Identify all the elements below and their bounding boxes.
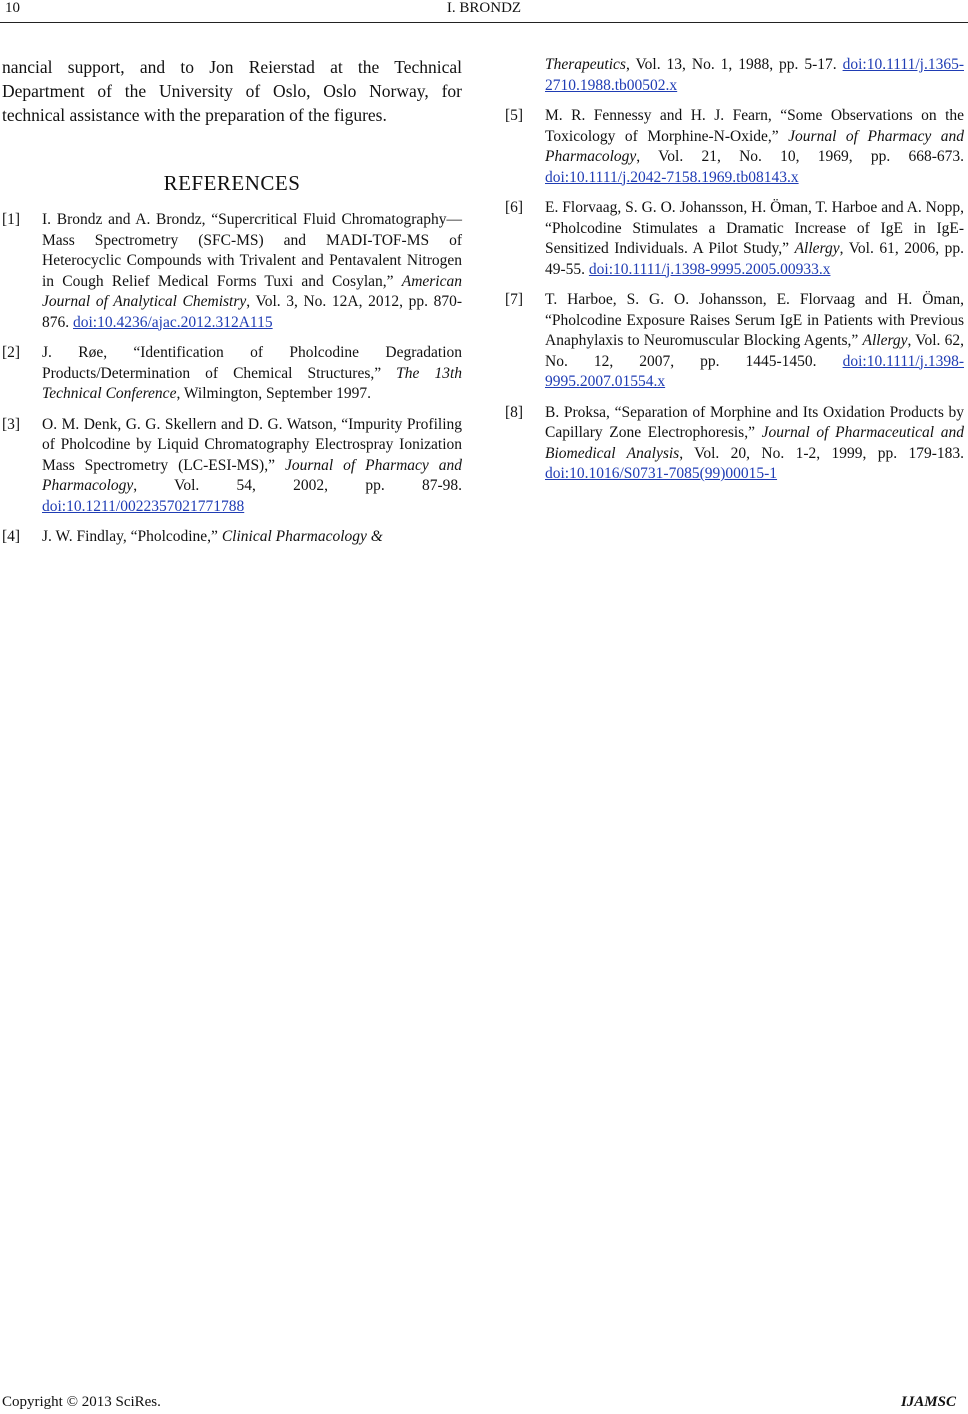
reference-journal: Journal of Pharmacy and Pharmacology (545, 127, 964, 165)
reference-item (2, 527, 462, 548)
reference-journal: Clinical Pharmacology & (221, 528, 383, 545)
doi-link[interactable]: doi:10.4236/ajac.2012.312A115 (73, 313, 273, 331)
reference-item (505, 290, 964, 393)
reference-authors-title: E. Florvaag, S. G. O. Johansson, H. Öman, T. Harboe and A. Nopp, “Pholcodine Stimulates a Dramatic Increase of IgE in IgE-Sensitized Individuals. A Pilot Study,” (545, 199, 964, 257)
reference-details: , Vol. 13, No. 1, 1988, pp. 5-17. (625, 56, 843, 73)
reference-item (2, 343, 462, 405)
reference-text (545, 290, 964, 393)
reference-details: , Vol. 3, No. 12A, 2012, pp. 870-876. (42, 293, 462, 331)
reference-authors-title: M. R. Fennessy and H. J. Fearn, “Some Observations on the Toxicology of Morphine-N-Oxide,” (545, 107, 964, 145)
reference-text (545, 198, 964, 280)
page-number: 10 (5, 0, 20, 16)
right-column (505, 55, 964, 495)
reference-label: [8] (505, 403, 524, 421)
acknowledgement-paragraph: nancial support, and to Jon Reierstad at the Technical Department of the University of Oslo, Oslo Norway, for technical assistance with the preparation of the figures. (2, 57, 462, 125)
reference-label: [4] (2, 528, 21, 545)
doi-link[interactable]: doi:10.1111/j.1398-9995.2005.00933.x (588, 260, 831, 278)
running-head: I. BRONDZ (446, 0, 522, 16)
reference-authors-title: J. W. Findlay, “Pholcodine,” (42, 528, 222, 545)
reference-details: , Vol. 61, 2006, pp. 49-55. (545, 240, 964, 278)
doi-link[interactable]: doi:10.1111/j.1365-2710.1988.tb00502.x (545, 56, 964, 94)
reference-text (42, 210, 462, 333)
reference-journal: Journal of Pharmacy and Pharmacology (42, 456, 463, 494)
journal-abbreviation: IJAMSC (900, 1394, 956, 1410)
reference-authors-title: J. Røe, “Identification of Pholcodine Degradation Products/Determination of Chemical Structures,” (42, 344, 462, 382)
reference-journal: American Journal of Analytical Chemistry (42, 272, 462, 310)
reference-text (42, 415, 462, 518)
doi-link[interactable]: doi:10.1111/j.1398-9995.2007.01554.x (545, 352, 964, 390)
reference-item (2, 210, 462, 333)
reference-item (505, 106, 964, 188)
reference-text (42, 527, 462, 548)
reference-label: [1] (2, 211, 21, 228)
reference-details: , Vol. 21, No. 10, 1969, pp. 668-673. (636, 148, 964, 165)
reference-authors-title: B. Proksa, “Separation of Morphine and Its Oxidation Products by Capillary Zone Electrophoresis,” (545, 403, 964, 441)
reference-details: , Vol. 20, No. 1-2, 1999, pp. 179-183. (679, 444, 964, 462)
reference-item (505, 198, 964, 280)
reference-text (42, 343, 462, 405)
references-heading: REFERENCES (163, 171, 301, 195)
reference-text (545, 106, 964, 188)
reference-label: [3] (2, 415, 21, 433)
reference-label: [5] (505, 107, 524, 124)
reference-label: [2] (2, 344, 21, 361)
reference-journal: Allergy (794, 240, 840, 257)
references-list-left (2, 210, 462, 548)
doi-link[interactable]: doi:10.1016/S0731-7085(99)00015-1 (545, 465, 778, 482)
reference-details: , Wilmington, September 1997. (176, 385, 371, 402)
copyright-notice: Copyright © 2013 SciRes. (2, 1394, 161, 1410)
reference-authors-title: O. M. Denk, G. G. Skellern and D. G. Watson, “Impurity Profiling of Pholcodine by Liquid Chromatography Electrospray Ionization Mass Spectrometry (LC-ESI-MS),” (42, 415, 462, 474)
doi-link[interactable]: doi:10.1111/j.2042-7158.1969.tb08143.x (545, 168, 799, 186)
header-rule (0, 22, 968, 23)
reference-text (545, 403, 964, 485)
reference-label: [6] (505, 199, 524, 216)
reference-authors-title: I. Brondz and A. Brondz, “Supercritical Fluid Chromatography—Mass Spectrometry (SFC-MS) and MADI-TOF-MS of Heterocyclic Compounds with Trivalent and Pentavalent Nitrogen in Cough Relief Medical Forms Tuxi and Cosylan,” (42, 211, 462, 290)
reference-journal: Journal of Pharmaceutical and Biomedical Analysis (545, 424, 964, 462)
reference-journal: The 13th Technical Conference (42, 364, 463, 402)
reference-authors-title: T. Harboe, S. G. O. Johansson, E. Florvaag and H. Öman, “Pholcodine Exposure Raises Serum IgE in Patients with Previous Anaphylaxis to Neuromuscular Blocking Agents,” (545, 291, 964, 349)
doi-link[interactable]: doi:10.1211/0022357021771788 (42, 497, 245, 515)
reference-journal: Therapeutics (545, 56, 626, 73)
reference-details: , Vol. 54, 2002, pp. 87-98. (133, 477, 462, 494)
reference-item (505, 403, 964, 485)
left-column (2, 55, 462, 558)
reference-item (2, 415, 462, 518)
reference-4-continuation (505, 55, 964, 96)
reference-label: [7] (505, 291, 524, 308)
reference-details: , Vol. 62, No. 12, 2007, pp. 1445-1450. (545, 332, 964, 370)
references-list-right (505, 106, 964, 485)
reference-journal: Allergy (862, 332, 908, 349)
